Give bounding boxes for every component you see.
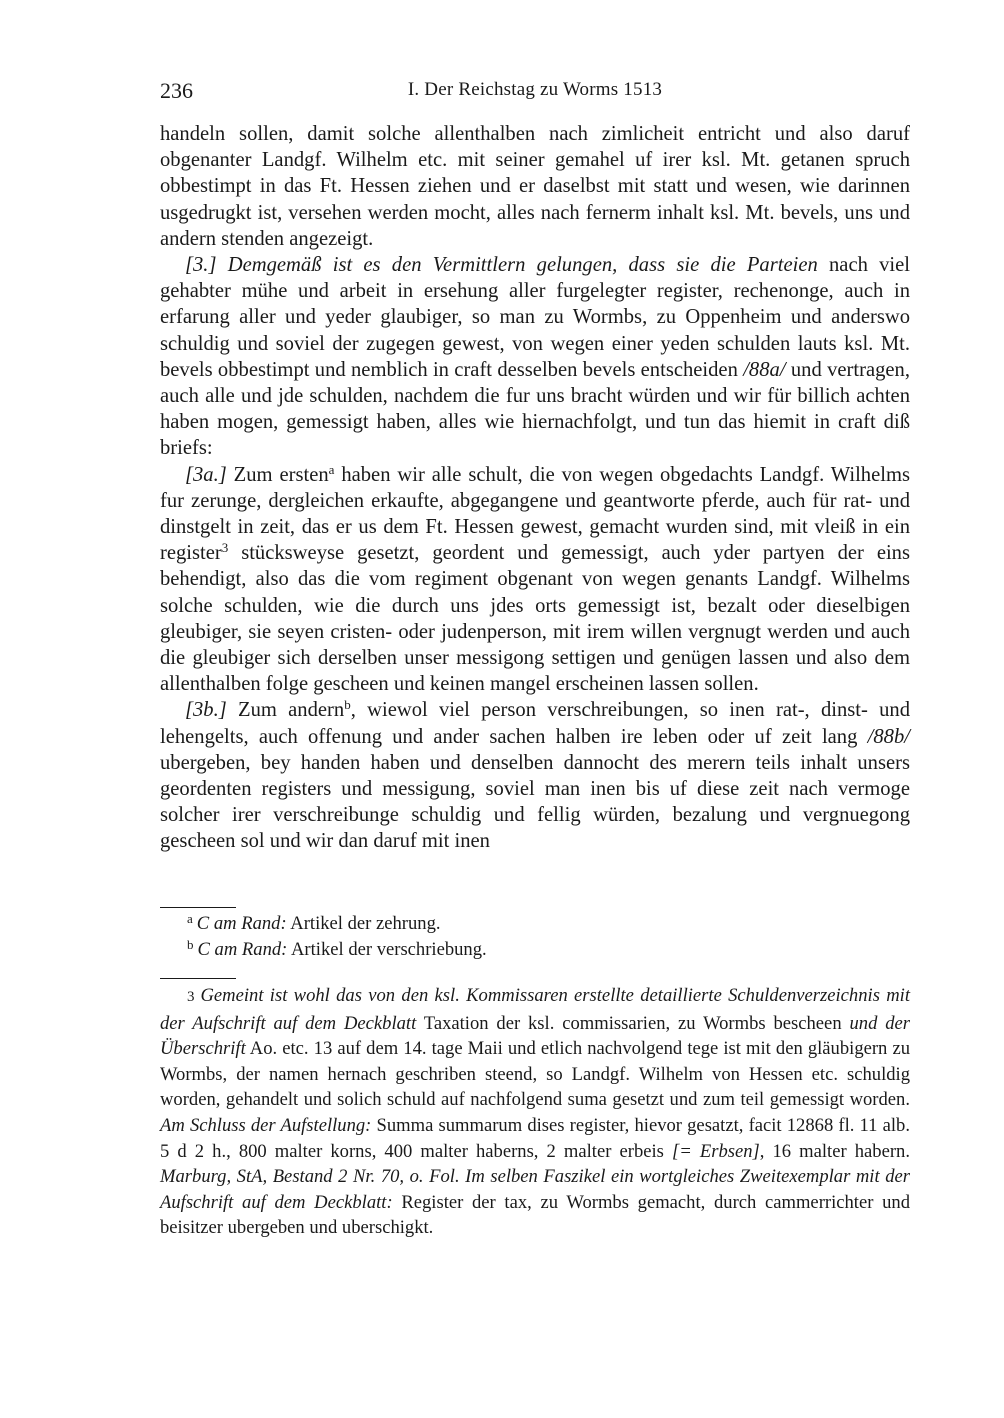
footnote-italic: Marburg, StA, Bestand 2 Nr. 70, o. Fol. Im selben Faszikel ein wortgleiches Zweitexemplar mit der Aufschrift auf dem Deckblatt:: [160, 1166, 910, 1213]
paragraph-text: ubergeben, bey handen haben und denselben dannocht des merern teils inhalt unsers geordenten registers und messigung, soviel man inen bis uf diese zeit nach vermoge solcher irer verschreibunge schuldig und fellig würden, bezalung und vergnuegong gescheen sol und wir dan daruf mit inen: [160, 751, 910, 853]
footnote-italic: Am Schluss der Aufstellung:: [160, 1114, 372, 1136]
section-number: [3a.]: [185, 463, 227, 486]
text-apparatus: [160, 911, 910, 963]
apparatus-reference: a: [328, 461, 335, 477]
paragraph: [160, 252, 910, 462]
footnote-italic: Gemeint ist wohl das von den ksl. Kommissaren erstellte detaillierte Schuldenverzeichnis mit der Aufschrift auf dem Deckblatt: [160, 985, 910, 1034]
paragraph-text: , wiewol viel person verschreibungen, so inen rat-, dinst- und lehengelts, auch offenung und ander sachen halben ire leben oder uf zeit lang: [160, 699, 910, 748]
paragraph: [160, 462, 910, 698]
paragraph-text: Zum andern: [226, 699, 345, 722]
running-head: I. Der Reichstag zu Worms 1513: [407, 79, 663, 100]
footnote-divider: [160, 978, 236, 979]
footnote-text: Summa summarum dises register, hievor gesatzt, facit 12868 fl. 11 alb. 5 d 2 h., 800 malter korns, 400 malter haberns, 2 malter erbeis: [160, 1114, 910, 1162]
apparatus-mark: b: [187, 937, 194, 952]
paragraph-text: stücksweyse gesetzt, geordent und gemessigt, auch yder partyen der eins behendigt, also das die vom regiment obgenant von wegen genants Landgf. Wilhelms solche schulden, wie die durch uns jdes orts gemessigt ist, bezalt oder dieselbigen gleubiger, sie seyen cristen- oder judenperson, mit irem willen vergnugt werden und auch die gleubiger sich derselben unser messigong settigen und genügen lassen und also dem allenthalben folge gescheen und keinen mangel erscheinen lassen sollen.: [160, 542, 910, 696]
apparatus-note: [160, 937, 910, 963]
editorial-summary: [3.] Demgemäß ist es den Vermittlern gelungen, dass sie die Parteien: [185, 254, 818, 277]
paragraph: [160, 697, 910, 854]
paragraph-text: und vertragen, auch alle und jde schulden, nachdem die fur uns bracht würden und wir für billich achten haben mogen, gemessigt haben, alles wie hiernachfolgt, und tun das hiemit in craft diß briefs:: [160, 358, 910, 460]
folio-marker: /88b/: [867, 725, 910, 748]
apparatus-mark: a: [187, 911, 193, 926]
paragraph: [160, 121, 910, 252]
footnote-text: , 16 malter habern.: [759, 1140, 910, 1162]
section-number: [3b.]: [185, 699, 227, 722]
apparatus-reference: b: [344, 697, 351, 713]
apparatus-note: [160, 911, 910, 937]
page-number: 236: [160, 78, 193, 103]
footnote-number: 3: [187, 989, 195, 1005]
apparatus-text: Artikel der verschriebung.: [287, 939, 487, 960]
paragraph-text: haben wir alle schult, die von wegen obgedachts Landgf. Wilhelms fur zerunge, dergleichen erkaufte, abgegangene und geantworte pferde, auch für rat- und dinstgelt in zeit, das er us dem Ft. Hessen gewest, gemacht wurden sind, mit vleiß in ein register: [160, 463, 910, 565]
folio-marker: /88a/: [743, 358, 786, 381]
paragraph-text: Zum ersten: [226, 463, 329, 486]
footnote-reference: 3: [221, 540, 229, 556]
footnote-italic: [= Erbsen]: [671, 1140, 760, 1162]
paragraph-text: nach viel gehabter mühe und arbeit in ersehung aller furgelegter register, rechenonge, auch in erfarung aller und yeder glaubiger, so man zu Wormbs, zu Oppenheim und anderswo schuldig und soviel der zugegen gewest, von wegen einer yeden schulden lauts ksl. Mt. bevels obbestimpt und nemblich in craft desselben bevels entscheiden: [160, 254, 910, 381]
paragraph-text: handeln sollen, damit solche allenthalben nach zimlicheit entricht und also daruf obgenanter Landgf. Wilhelm etc. mit seiner gemahel uf irer ksl. Mt. getanen spruch obbestimpt in das Ft. Hessen ziehen und er daselbst mit statt und wesen, wie darinnen usgedrugkt ist, versehen werden mocht, alles nach fernerm inhalt ksl. Mt. bevels, uns und andern stenden angezeigt.: [160, 123, 910, 250]
footnote-text: Taxation der ksl. commissarien, zu Wormbs bescheen: [416, 1012, 850, 1034]
page-header: [160, 78, 910, 108]
apparatus-divider: [160, 907, 236, 908]
apparatus-label: C am Rand:: [196, 913, 287, 934]
footnote-italic: und der Überschrift: [160, 1012, 911, 1060]
apparatus-text: Artikel der zehrung.: [286, 913, 441, 934]
footnote-text: Register der tax, zu Wormbs gemacht, durch cammerrichter und beisitzer ubergeben und uberschigkt.: [160, 1191, 910, 1239]
footnotes: [160, 983, 910, 1241]
footnote: [160, 983, 910, 1241]
footnote-text: Ao. etc. 13 auf dem 14. tage Maii und etlich nachvolgend tege ist mit den gläubigern zu Wormbs, der namen hernach geschriben steend, so Landgf. Wilhelm von Hessen etc. schuldig worden, gehandelt und solich schuld auf nachfolgend suma gesetzt und zum teil gemessigt worden.: [160, 1038, 910, 1111]
main-text: [160, 121, 910, 855]
apparatus-label: C am Rand:: [197, 939, 288, 960]
